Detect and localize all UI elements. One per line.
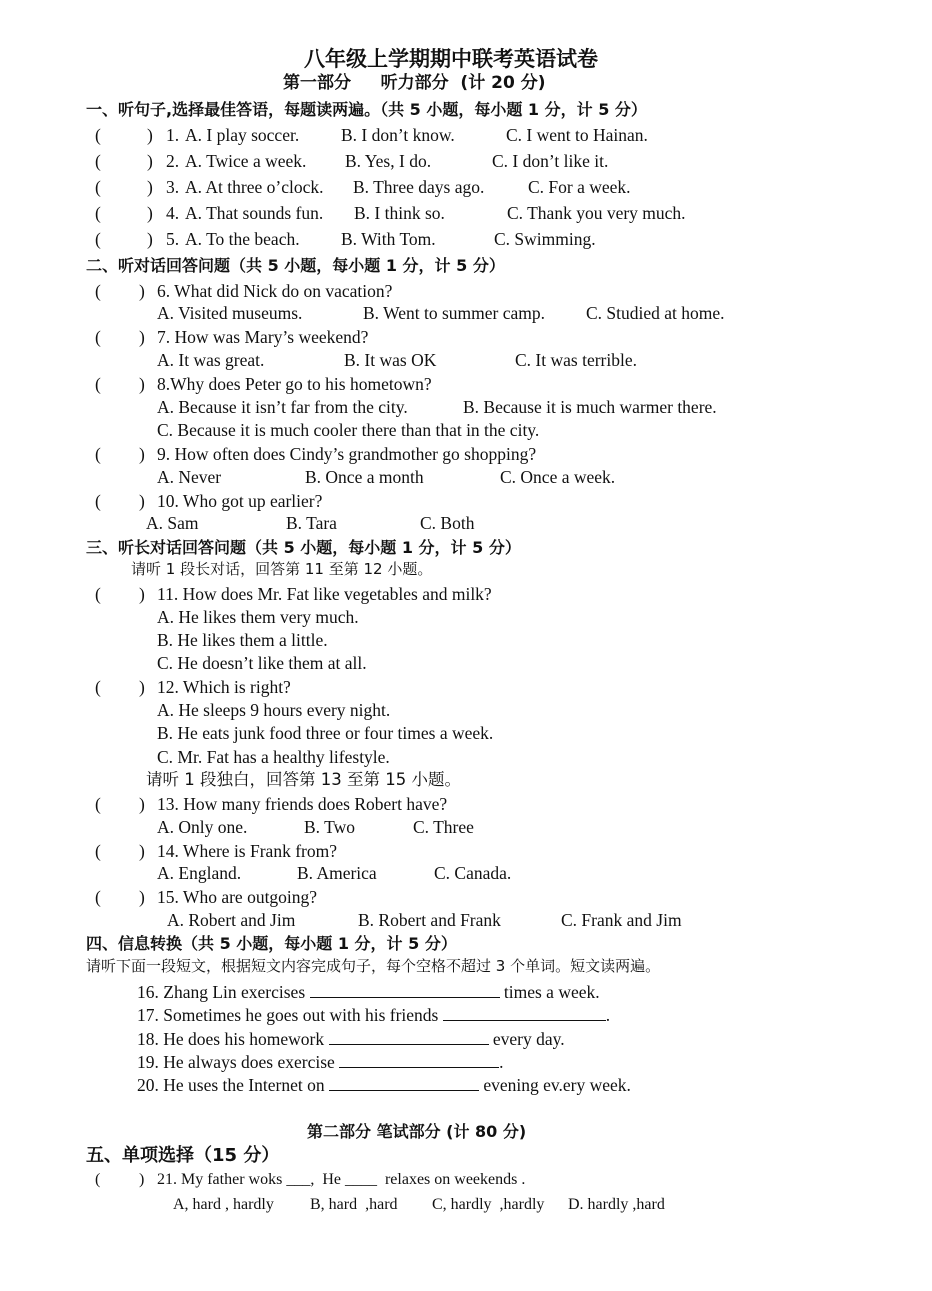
option-a: A. Because it isn’t far from the city.	[157, 397, 408, 417]
fill-text-before: 18. He does his homework	[137, 1029, 329, 1049]
answer-paren-close: )	[139, 584, 145, 604]
answer-paren-close: )	[139, 887, 145, 907]
part2-heading: 第二部分 笔试部分 (计 80 分)	[307, 1122, 527, 1141]
stem-blank-1: ___	[286, 1171, 311, 1188]
part1-heading: 第一部分 听力部分 (计 20 分)	[283, 73, 546, 93]
exam-title: 八年级上学期期中联考英语试卷	[304, 47, 598, 71]
fill-text-after: .	[499, 1052, 504, 1072]
answer-paren-close: )	[139, 491, 145, 511]
answer-paren-close: )	[147, 203, 153, 223]
question-stem: 9. How often does Cindy’s grandmother go shopping?	[157, 444, 537, 464]
fill-text-before: 19. He always does exercise	[137, 1052, 340, 1072]
option-a: A. Never	[157, 467, 222, 487]
option-c: C. Frank and Jim	[561, 910, 682, 930]
answer-paren-close: )	[139, 374, 145, 394]
option-a: A. Sam	[146, 513, 199, 533]
question-number: 3.	[166, 177, 180, 197]
answer-blank[interactable]	[339, 1053, 499, 1068]
section1-heading: 一、听句子,选择最佳答语，每题读两遍。（共 5 小题，每小题 1 分，计 5 分）	[86, 100, 647, 119]
option-a: A, hard , hardly	[173, 1196, 274, 1213]
question-stem: 12. Which is right?	[157, 677, 291, 697]
option-a: A. Only one.	[157, 817, 248, 837]
option-b: B. With Tom.	[341, 229, 436, 249]
option-b: B. I think so.	[354, 203, 445, 223]
question-number: 1.	[166, 125, 180, 145]
option-a: A. It was great.	[157, 350, 265, 370]
fill-text-after: every day.	[488, 1029, 565, 1049]
answer-paren-open: (	[95, 203, 101, 223]
section2-heading: 二、听对话回答问题（共 5 小题，每小题 1 分，计 5 分）	[86, 256, 505, 275]
question-number: 5.	[166, 229, 180, 249]
fill-item-18	[137, 1030, 565, 1049]
option-b: B. Because it is much warmer there.	[463, 397, 717, 417]
answer-paren-open: (	[95, 794, 101, 814]
fill-text-after: times a week.	[499, 982, 600, 1002]
answer-paren-open: (	[95, 1171, 101, 1188]
option-c: C. Three	[413, 817, 474, 837]
option-b: B. He eats junk food three or four times a week.	[157, 723, 494, 743]
answer-paren-open: (	[95, 444, 101, 464]
answer-paren-close: )	[139, 444, 145, 464]
option-c: C. For a week.	[528, 177, 631, 197]
question-stem: 8.Why does Peter go to his hometown?	[157, 374, 432, 394]
question-stem: 11. How does Mr. Fat like vegetables and milk?	[157, 584, 492, 604]
answer-paren-close: )	[147, 125, 153, 145]
option-a: A. Robert and Jim	[167, 910, 296, 930]
section4-heading: 四、信息转换（共 5 小题，每小题 1 分，计 5 分）	[86, 934, 457, 953]
stem-blank-2: ____	[344, 1171, 377, 1188]
question-number: 2.	[166, 151, 180, 171]
answer-paren-close: )	[139, 794, 145, 814]
fill-text-before: 20. He uses the Internet on	[137, 1075, 329, 1095]
fill-text-before: 16. Zhang Lin exercises	[137, 982, 310, 1002]
question-stem: 6. What did Nick do on vacation?	[157, 281, 393, 301]
section3-heading: 三、听长对话回答问题（共 5 小题，每小题 1 分，计 5 分）	[86, 538, 521, 557]
question-stem: 7. How was Mary’s weekend?	[157, 327, 369, 347]
answer-paren-open: (	[95, 491, 101, 511]
answer-paren-open: (	[95, 151, 101, 171]
option-b: B, hard ,hard	[310, 1196, 398, 1213]
option-c: C. I went to Hainan.	[506, 125, 648, 145]
option-a: A. I play soccer.	[185, 125, 300, 145]
question-stem: 15. Who are outgoing?	[157, 887, 318, 907]
answer-blank[interactable]	[329, 1076, 479, 1091]
fill-item-19	[137, 1053, 504, 1072]
option-c: C. I don’t like it.	[492, 151, 609, 171]
option-b: B. It was OK	[344, 350, 437, 370]
answer-paren-open: (	[95, 887, 101, 907]
answer-paren-close: )	[147, 177, 153, 197]
option-a: A. England.	[157, 863, 242, 883]
question-stem: 10. Who got up earlier?	[157, 491, 323, 511]
option-d: D. hardly ,hard	[568, 1196, 665, 1213]
option-b: B. Robert and Frank	[358, 910, 501, 930]
section3-note-monologue: 请听 1 段独白，回答第 13 至第 15 小题。	[146, 770, 461, 789]
fill-item-20	[137, 1076, 631, 1095]
option-b: B. America	[297, 863, 377, 883]
section3-note-dialogue: 请听 1 段长对话，回答第 11 至第 12 小题。	[131, 560, 433, 578]
option-b: B. Three days ago.	[353, 177, 485, 197]
stem-start: 21. My father woks	[157, 1171, 287, 1188]
answer-paren-close: )	[139, 841, 145, 861]
question-stem: 13. How many friends does Robert have?	[157, 794, 448, 814]
option-c: C. He doesn’t like them at all.	[157, 653, 367, 673]
answer-paren-open: (	[95, 125, 101, 145]
option-c: C, hardly ,hardly	[432, 1196, 545, 1213]
option-b: B. He likes them a little.	[157, 630, 328, 650]
option-a: A. He likes them very much.	[157, 607, 359, 627]
option-a: A. To the beach.	[185, 229, 300, 249]
fill-item-17	[137, 1006, 610, 1025]
section5-heading: 五、单项选择（15 分）	[86, 1145, 280, 1166]
option-b: B. I don’t know.	[341, 125, 455, 145]
option-a: A. Visited museums.	[157, 303, 303, 323]
option-c: C. Canada.	[434, 863, 512, 883]
answer-paren-open: (	[95, 584, 101, 604]
option-c: C. Studied at home.	[586, 303, 725, 323]
answer-paren-open: (	[95, 677, 101, 697]
answer-paren-open: (	[95, 374, 101, 394]
section4-instruction: 请听下面一段短文，根据短文内容完成句子，每个空格不超过 3 个单词。短文读两遍。	[86, 957, 661, 975]
answer-blank[interactable]	[443, 1006, 606, 1021]
answer-paren-close: )	[139, 677, 145, 697]
fill-text-after: .	[605, 1005, 611, 1025]
option-c: C. Because it is much cooler there than that in the city.	[157, 420, 540, 440]
option-a: A. That sounds fun.	[185, 203, 324, 223]
answer-paren-close: )	[139, 327, 145, 347]
option-c: C. Swimming.	[494, 229, 596, 249]
option-a: A. At three o’clock.	[185, 177, 324, 197]
option-c: C. Once a week.	[500, 467, 616, 487]
fill-text-before: 17. Sometimes he goes out with his friends	[137, 1005, 443, 1025]
option-c: C. It was terrible.	[515, 350, 637, 370]
stem-end: relaxes on weekends .	[376, 1171, 526, 1188]
question-stem	[157, 1172, 525, 1188]
answer-paren-open: (	[95, 177, 101, 197]
answer-paren-open: (	[95, 327, 101, 347]
answer-blank[interactable]	[329, 1030, 489, 1045]
option-a: A. Twice a week.	[185, 151, 307, 171]
answer-paren-open: (	[95, 841, 101, 861]
question-stem: 14. Where is Frank from?	[157, 841, 337, 861]
answer-paren-close: )	[147, 229, 153, 249]
option-c: C. Both	[420, 513, 475, 533]
option-b: B. Once a month	[305, 467, 424, 487]
fill-item-16	[137, 983, 600, 1002]
answer-paren-close: )	[139, 281, 145, 301]
option-b: B. Tara	[286, 513, 337, 533]
option-b: B. Went to summer camp.	[363, 303, 545, 323]
stem-middle: , He	[310, 1171, 345, 1188]
answer-paren-close: )	[147, 151, 153, 171]
fill-text-after: evening ev.ery week.	[478, 1075, 631, 1095]
answer-paren-open: (	[95, 281, 101, 301]
option-a: A. He sleeps 9 hours every night.	[157, 700, 391, 720]
question-number: 4.	[166, 203, 180, 223]
answer-paren-close: )	[139, 1171, 145, 1188]
option-c: C. Mr. Fat has a healthy lifestyle.	[157, 747, 390, 767]
answer-blank[interactable]	[310, 983, 500, 998]
option-b: B. Yes, I do.	[345, 151, 432, 171]
option-c: C. Thank you very much.	[507, 203, 686, 223]
answer-paren-open: (	[95, 229, 101, 249]
option-b: B. Two	[304, 817, 355, 837]
